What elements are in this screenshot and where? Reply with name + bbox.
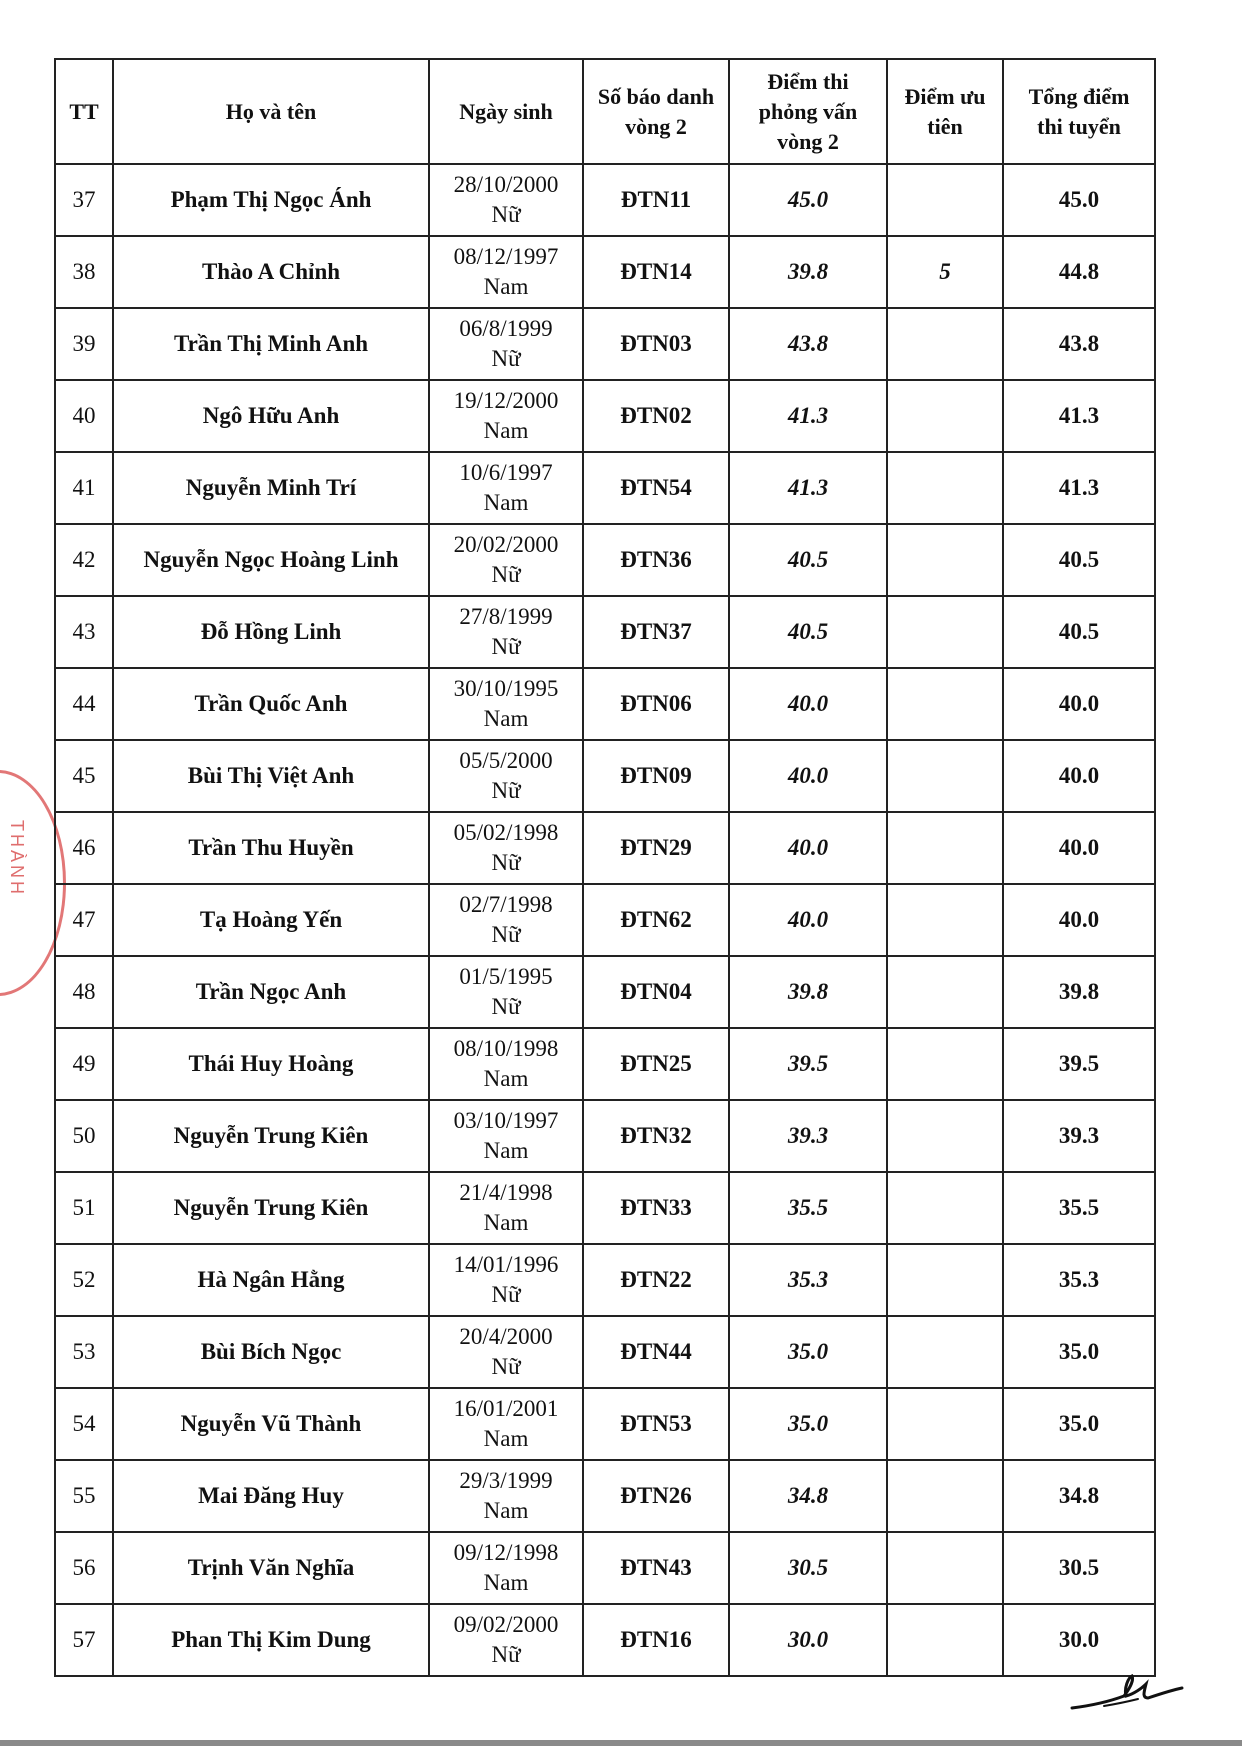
cell-priority-score: 5 [887, 236, 1003, 308]
cell-dob [429, 596, 583, 668]
cell-sbd: ĐTN06 [583, 668, 729, 740]
cell-interview-score: 30.0 [729, 1604, 887, 1676]
table-row [55, 236, 1155, 308]
cell-priority-score [887, 452, 1003, 524]
cell-dob [429, 884, 583, 956]
gender: Nam [483, 1498, 529, 1523]
cell-dob [429, 308, 583, 380]
cell-tt: 46 [55, 812, 113, 884]
cell-sbd: ĐTN03 [583, 308, 729, 380]
cell-name: Nguyễn Trung Kiên [113, 1172, 429, 1244]
header-diem [729, 59, 887, 164]
gender: Nam [483, 490, 529, 515]
cell-name: Nguyễn Minh Trí [113, 452, 429, 524]
scan-edge [0, 1740, 1242, 1746]
cell-sbd: ĐTN04 [583, 956, 729, 1028]
cell-tt: 50 [55, 1100, 113, 1172]
cell-total-score: 35.3 [1003, 1244, 1155, 1316]
cell-interview-score: 40.0 [729, 740, 887, 812]
cell-priority-score [887, 668, 1003, 740]
cell-tt: 42 [55, 524, 113, 596]
cell-dob [429, 740, 583, 812]
cell-tt: 53 [55, 1316, 113, 1388]
cell-total-score: 34.8 [1003, 1460, 1155, 1532]
cell-dob [429, 164, 583, 236]
cell-priority-score [887, 1532, 1003, 1604]
cell-total-score: 39.8 [1003, 956, 1155, 1028]
header-row [55, 59, 1155, 164]
birth-date: 20/4/2000 [459, 1324, 553, 1349]
birth-date: 14/01/1996 [453, 1252, 559, 1277]
cell-priority-score [887, 164, 1003, 236]
birth-date: 19/12/2000 [453, 388, 559, 413]
cell-total-score: 40.0 [1003, 812, 1155, 884]
cell-total-score: 35.5 [1003, 1172, 1155, 1244]
header-tt: TT [55, 59, 113, 164]
cell-dob [429, 236, 583, 308]
table-row [55, 308, 1155, 380]
cell-interview-score: 30.5 [729, 1532, 887, 1604]
cell-dob [429, 380, 583, 452]
cell-sbd: ĐTN26 [583, 1460, 729, 1532]
cell-tt: 39 [55, 308, 113, 380]
table-row [55, 1028, 1155, 1100]
cell-interview-score: 40.5 [729, 596, 887, 668]
cell-priority-score [887, 884, 1003, 956]
cell-dob [429, 812, 583, 884]
cell-interview-score: 40.5 [729, 524, 887, 596]
gender: Nam [483, 1066, 529, 1091]
cell-tt: 52 [55, 1244, 113, 1316]
cell-total-score: 35.0 [1003, 1388, 1155, 1460]
cell-priority-score [887, 1460, 1003, 1532]
gender: Nữ [491, 634, 521, 659]
cell-name: Bùi Bích Ngọc [113, 1316, 429, 1388]
cell-name: Trần Ngọc Anh [113, 956, 429, 1028]
cell-tt: 44 [55, 668, 113, 740]
header-sbd-line: Số báo danh [597, 83, 715, 109]
table-row [55, 524, 1155, 596]
cell-priority-score [887, 1172, 1003, 1244]
birth-date: 05/02/1998 [453, 820, 559, 845]
cell-dob [429, 1100, 583, 1172]
cell-interview-score: 41.3 [729, 380, 887, 452]
gender: Nữ [491, 202, 521, 227]
table-row [55, 452, 1155, 524]
cell-tt: 45 [55, 740, 113, 812]
cell-interview-score: 35.3 [729, 1244, 887, 1316]
cell-priority-score [887, 1100, 1003, 1172]
cell-sbd: ĐTN53 [583, 1388, 729, 1460]
gender: Nam [483, 1426, 529, 1451]
cell-priority-score [887, 812, 1003, 884]
cell-tt: 56 [55, 1532, 113, 1604]
cell-interview-score: 40.0 [729, 812, 887, 884]
cell-name: Tạ Hoàng Yến [113, 884, 429, 956]
cell-name: Bùi Thị Việt Anh [113, 740, 429, 812]
cell-dob [429, 956, 583, 1028]
gender: Nữ [491, 994, 521, 1019]
cell-interview-score: 40.0 [729, 884, 887, 956]
birth-date: 10/6/1997 [459, 460, 553, 485]
gender: Nam [483, 418, 529, 443]
cell-dob [429, 1172, 583, 1244]
table-row [55, 596, 1155, 668]
table-row [55, 1532, 1155, 1604]
header-diem-line: vòng 2 [777, 128, 839, 154]
birth-date: 09/02/2000 [453, 1612, 559, 1637]
header-sbd [583, 59, 729, 164]
cell-dob [429, 668, 583, 740]
birth-date: 20/02/2000 [453, 532, 559, 557]
cell-total-score: 35.0 [1003, 1316, 1155, 1388]
cell-interview-score: 35.5 [729, 1172, 887, 1244]
birth-date: 06/8/1999 [459, 316, 553, 341]
cell-interview-score: 43.8 [729, 308, 887, 380]
results-table [54, 58, 1156, 1677]
cell-interview-score: 39.8 [729, 956, 887, 1028]
cell-sbd: ĐTN14 [583, 236, 729, 308]
cell-tt: 38 [55, 236, 113, 308]
table-row [55, 956, 1155, 1028]
cell-sbd: ĐTN11 [583, 164, 729, 236]
cell-dob [429, 1244, 583, 1316]
cell-name: Trần Quốc Anh [113, 668, 429, 740]
cell-interview-score: 35.0 [729, 1388, 887, 1460]
birth-date: 16/01/2001 [453, 1396, 559, 1421]
cell-name: Trần Thị Minh Anh [113, 308, 429, 380]
cell-sbd: ĐTN09 [583, 740, 729, 812]
cell-name: Nguyễn Vũ Thành [113, 1388, 429, 1460]
cell-total-score: 41.3 [1003, 452, 1155, 524]
table-row [55, 1172, 1155, 1244]
header-tong-line: Tổng điểm [1028, 83, 1130, 109]
birth-date: 03/10/1997 [453, 1108, 559, 1133]
cell-sbd: ĐTN32 [583, 1100, 729, 1172]
cell-total-score: 30.5 [1003, 1532, 1155, 1604]
table-body [55, 164, 1155, 1676]
cell-tt: 48 [55, 956, 113, 1028]
cell-interview-score: 45.0 [729, 164, 887, 236]
gender: Nữ [491, 1354, 521, 1379]
gender: Nam [483, 1570, 529, 1595]
table-row [55, 380, 1155, 452]
gender: Nữ [491, 346, 521, 371]
table-row [55, 884, 1155, 956]
signature-mark [1068, 1666, 1186, 1716]
cell-tt: 41 [55, 452, 113, 524]
cell-total-score: 40.0 [1003, 668, 1155, 740]
cell-name: Nguyễn Trung Kiên [113, 1100, 429, 1172]
cell-sbd: ĐTN16 [583, 1604, 729, 1676]
cell-sbd: ĐTN62 [583, 884, 729, 956]
table-row [55, 740, 1155, 812]
birth-date: 21/4/1998 [459, 1180, 553, 1205]
cell-priority-score [887, 1388, 1003, 1460]
cell-sbd: ĐTN36 [583, 524, 729, 596]
cell-sbd: ĐTN37 [583, 596, 729, 668]
cell-dob [429, 1460, 583, 1532]
birth-date: 02/7/1998 [459, 892, 553, 917]
table-row [55, 164, 1155, 236]
birth-date: 09/12/1998 [453, 1540, 559, 1565]
cell-sbd: ĐTN54 [583, 452, 729, 524]
birth-date: 28/10/2000 [453, 172, 559, 197]
cell-priority-score [887, 1316, 1003, 1388]
cell-name: Phạm Thị Ngọc Ánh [113, 164, 429, 236]
header-tong-line: thi tuyển [1037, 113, 1121, 139]
cell-name: Mai Đăng Huy [113, 1460, 429, 1532]
cell-dob [429, 1388, 583, 1460]
table-row [55, 1244, 1155, 1316]
cell-sbd: ĐTN02 [583, 380, 729, 452]
cell-name: Nguyễn Ngọc Hoàng Linh [113, 524, 429, 596]
table-row [55, 1316, 1155, 1388]
gender: Nam [483, 1210, 529, 1235]
cell-name: Hà Ngân Hằng [113, 1244, 429, 1316]
cell-priority-score [887, 308, 1003, 380]
cell-priority-score [887, 1604, 1003, 1676]
cell-name: Trịnh Văn Nghĩa [113, 1532, 429, 1604]
cell-priority-score [887, 956, 1003, 1028]
cell-interview-score: 39.8 [729, 236, 887, 308]
birth-date: 01/5/1995 [459, 964, 553, 989]
cell-tt: 55 [55, 1460, 113, 1532]
cell-total-score: 45.0 [1003, 164, 1155, 236]
cell-priority-score [887, 380, 1003, 452]
table-row [55, 1100, 1155, 1172]
header-uutien-line: tiên [927, 113, 963, 139]
header-uutien [887, 59, 1003, 164]
gender: Nam [483, 706, 529, 731]
cell-tt: 49 [55, 1028, 113, 1100]
cell-total-score: 40.5 [1003, 524, 1155, 596]
cell-total-score: 39.5 [1003, 1028, 1155, 1100]
cell-interview-score: 39.3 [729, 1100, 887, 1172]
cell-dob [429, 452, 583, 524]
header-diem-line: phỏng vấn [758, 98, 858, 124]
birth-date: 29/3/1999 [459, 1468, 553, 1493]
cell-tt: 54 [55, 1388, 113, 1460]
gender: Nữ [491, 922, 521, 947]
cell-dob [429, 1028, 583, 1100]
cell-total-score: 30.0 [1003, 1604, 1155, 1676]
cell-total-score: 44.8 [1003, 236, 1155, 308]
cell-priority-score [887, 740, 1003, 812]
header-uutien-line: Điểm ưu [904, 83, 986, 109]
cell-name: Đỗ Hồng Linh [113, 596, 429, 668]
cell-interview-score: 40.0 [729, 668, 887, 740]
header-name: Họ và tên [113, 59, 429, 164]
gender: Nam [483, 1138, 529, 1163]
cell-name: Thái Huy Hoàng [113, 1028, 429, 1100]
gender: Nữ [491, 778, 521, 803]
birth-date: 27/8/1999 [459, 604, 553, 629]
gender: Nữ [491, 562, 521, 587]
header-dob: Ngày sinh [429, 59, 583, 164]
cell-tt: 43 [55, 596, 113, 668]
cell-total-score: 41.3 [1003, 380, 1155, 452]
cell-sbd: ĐTN22 [583, 1244, 729, 1316]
cell-sbd: ĐTN43 [583, 1532, 729, 1604]
cell-interview-score: 39.5 [729, 1028, 887, 1100]
cell-sbd: ĐTN44 [583, 1316, 729, 1388]
table-row [55, 812, 1155, 884]
birth-date: 05/5/2000 [459, 748, 553, 773]
cell-dob [429, 1532, 583, 1604]
table-row [55, 1460, 1155, 1532]
birth-date: 08/12/1997 [453, 244, 559, 269]
cell-name: Trần Thu Huyền [113, 812, 429, 884]
cell-dob [429, 524, 583, 596]
table-row [55, 1604, 1155, 1676]
cell-tt: 57 [55, 1604, 113, 1676]
cell-total-score: 40.0 [1003, 884, 1155, 956]
seal-text: THÀNH [7, 820, 27, 897]
header-diem-line: Điểm thi [767, 68, 849, 94]
gender: Nữ [491, 1282, 521, 1307]
header-tong [1003, 59, 1155, 164]
cell-tt: 40 [55, 380, 113, 452]
cell-name: Phan Thị Kim Dung [113, 1604, 429, 1676]
cell-name: Ngô Hữu Anh [113, 380, 429, 452]
cell-total-score: 40.5 [1003, 596, 1155, 668]
cell-dob [429, 1316, 583, 1388]
cell-dob [429, 1604, 583, 1676]
birth-date: 08/10/1998 [453, 1036, 559, 1061]
cell-sbd: ĐTN33 [583, 1172, 729, 1244]
cell-sbd: ĐTN29 [583, 812, 729, 884]
birth-date: 30/10/1995 [453, 676, 559, 701]
cell-tt: 37 [55, 164, 113, 236]
cell-sbd: ĐTN25 [583, 1028, 729, 1100]
cell-interview-score: 35.0 [729, 1316, 887, 1388]
cell-priority-score [887, 1028, 1003, 1100]
cell-priority-score [887, 524, 1003, 596]
cell-tt: 47 [55, 884, 113, 956]
cell-interview-score: 41.3 [729, 452, 887, 524]
cell-total-score: 40.0 [1003, 740, 1155, 812]
header-sbd-line: vòng 2 [625, 113, 687, 139]
gender: Nữ [491, 1642, 521, 1667]
cell-total-score: 39.3 [1003, 1100, 1155, 1172]
cell-tt: 51 [55, 1172, 113, 1244]
cell-priority-score [887, 596, 1003, 668]
cell-name: Thào A Chỉnh [113, 236, 429, 308]
cell-priority-score [887, 1244, 1003, 1316]
gender: Nam [483, 274, 529, 299]
cell-interview-score: 34.8 [729, 1460, 887, 1532]
table-row [55, 1388, 1155, 1460]
gender: Nữ [491, 850, 521, 875]
cell-total-score: 43.8 [1003, 308, 1155, 380]
table-row [55, 668, 1155, 740]
